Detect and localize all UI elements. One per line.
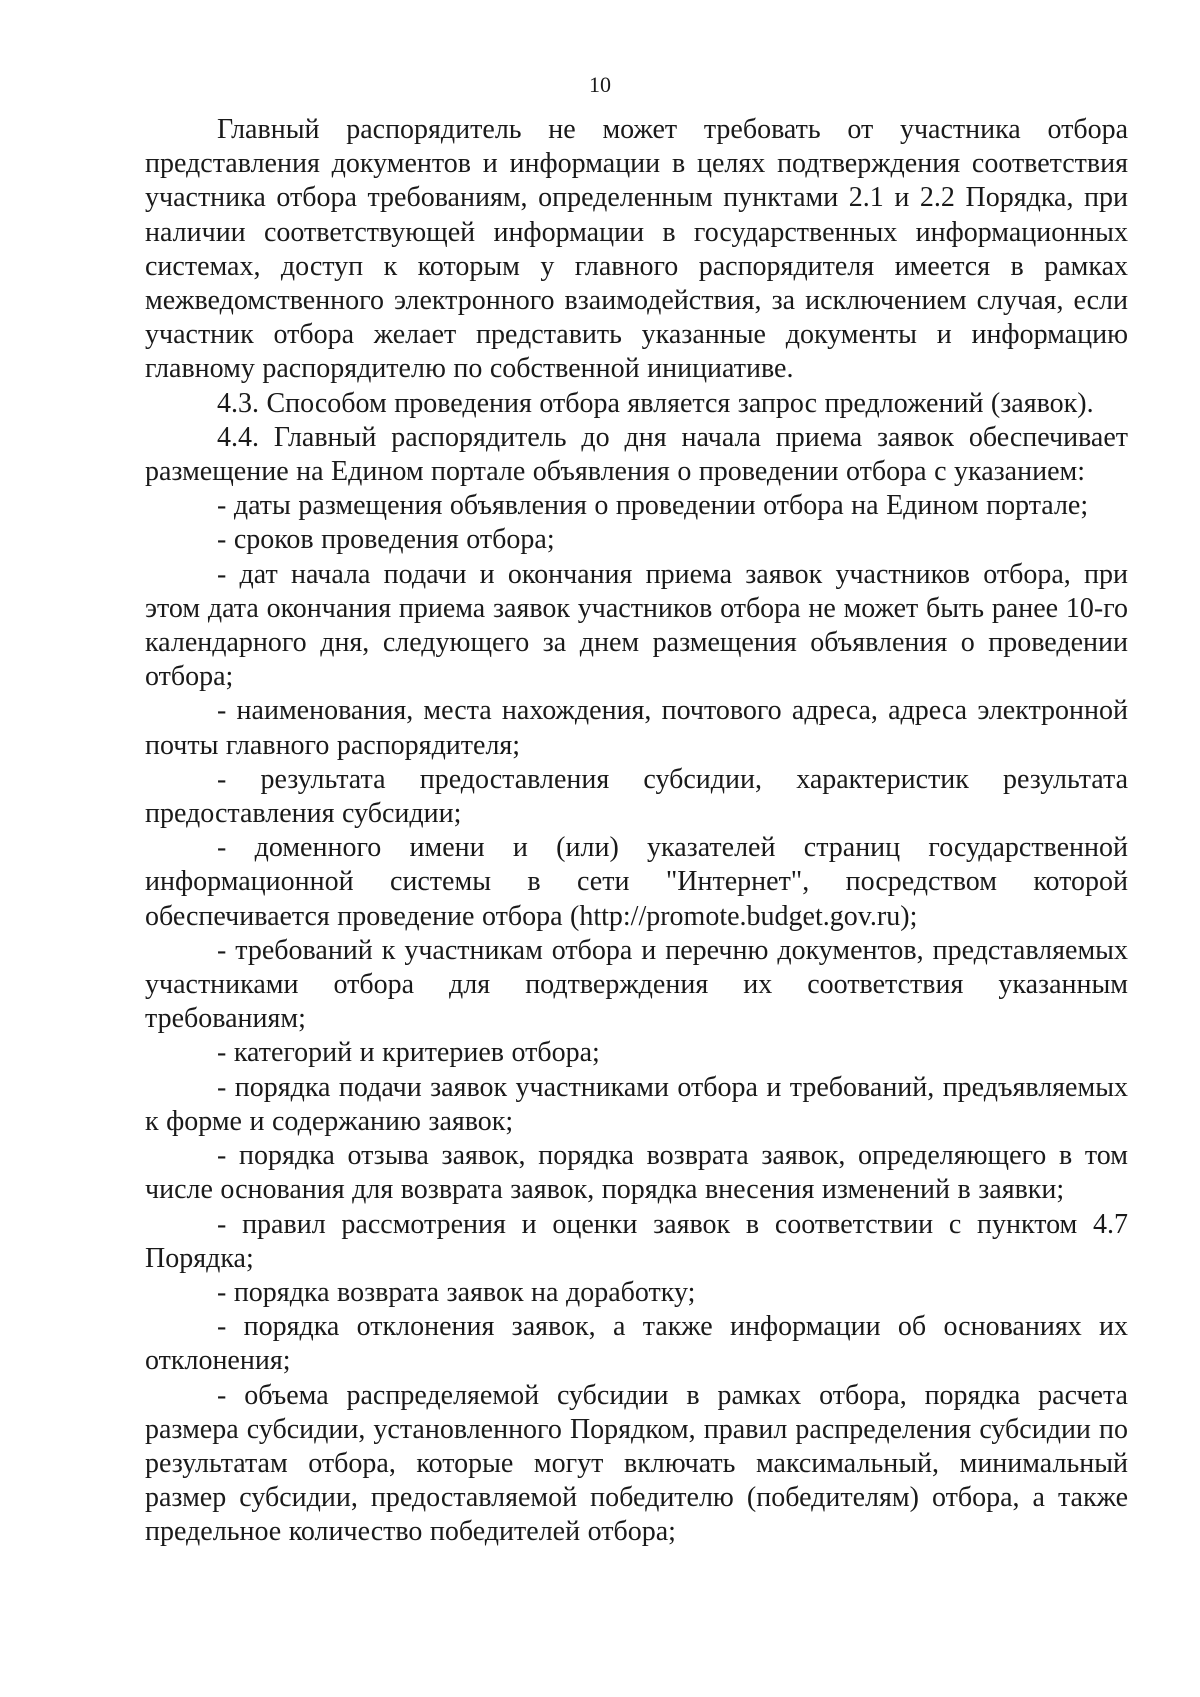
- list-item-participant-requirements: - требований к участникам отбора и перечню документов, представляемых участниками отбора для подтверждения их соответствия указанным требованиям;: [145, 934, 1128, 1035]
- list-item-return-for-revision: - порядка возврата заявок на доработку;: [217, 1276, 696, 1308]
- list-item-review-rules: - правил рассмотрения и оценки заявок в соответствии с пунктом 4.7 Порядка;: [145, 1208, 1128, 1274]
- list-item-submission-procedure: - порядка подачи заявок участниками отбора и требований, предъявляемых к форме и содержанию заявок;: [145, 1071, 1128, 1137]
- paragraph-4-3: 4.3. Способом проведения отбора является запрос предложений (заявок).: [217, 387, 1094, 419]
- list-item-administrator-contacts: - наименования, места нахождения, почтового адреса, адреса электронной почты главного распорядителя;: [145, 695, 1128, 761]
- list-item-subsidy-result: - результата предоставления субсидии, характеристик результата предоставления субсидии;: [145, 763, 1128, 830]
- paragraph-4-4: 4.4. Главный распорядитель до дня начала приема заявок обеспечивает размещение на Едином портале объявления о проведении отбора с указанием:: [145, 421, 1128, 488]
- list-item-selection-terms: - сроков проведения отбора;: [217, 524, 555, 556]
- page-number: 10: [589, 72, 611, 97]
- list-item-subsidy-volume: - объема распределяемой субсидии в рамках отбора, порядка расчета размера субсидии, установленного Порядком, правил распределения субсидии по результатам отбора, которые могут включать максимальный, минимальный размер субсидии, предоставляемой победителю (победителям) отбора, а также предельное количество победителей отбора;: [145, 1379, 1128, 1548]
- list-item-withdrawal-procedure: - порядка отзыва заявок, порядка возврата заявок, определяющего в том числе основания для возврата заявок, порядка внесения изменений в заявки;: [145, 1140, 1128, 1206]
- list-item-announcement-date: - даты размещения объявления о проведении отбора на Едином портале;: [217, 490, 1089, 522]
- list-item-rejection-procedure: - порядка отклонения заявок, а также информации об основаниях их отклонения;: [145, 1311, 1128, 1377]
- list-item-categories-criteria: - категорий и критериев отбора;: [217, 1037, 600, 1069]
- paragraph-chief-administrator-restriction: Главный распорядитель не может требовать от участника отбора представления документов и информации в целях подтверждения соответствия участника отбора требованиям, определенным пунктами 2.1 и 2.2 Порядка, при наличии соответствующей информации в государственных информационных системах, доступ к которым у главного распорядителя имеется в рамках межведомственного электронного взаимодействия, за исключением случая, если участник отбора желает представить указанные документы и информацию главному распорядителю по собственной инициативе.: [145, 114, 1128, 385]
- document-body: [145, 113, 1128, 1550]
- list-item-domain-name: - доменного имени и (или) указателей страниц государственной информационной системы в сети "Интернет", посредством которой обеспечивается проведение отбора (http://promote.budget.gov.ru);: [145, 832, 1128, 932]
- list-item-application-dates: - дат начала подачи и окончания приема заявок участников отбора, при этом дата окончания приема заявок участников отбора не может быть ранее 10-го календарного дня, следующего за днем размещения объявления о проведении отбора;: [145, 558, 1128, 693]
